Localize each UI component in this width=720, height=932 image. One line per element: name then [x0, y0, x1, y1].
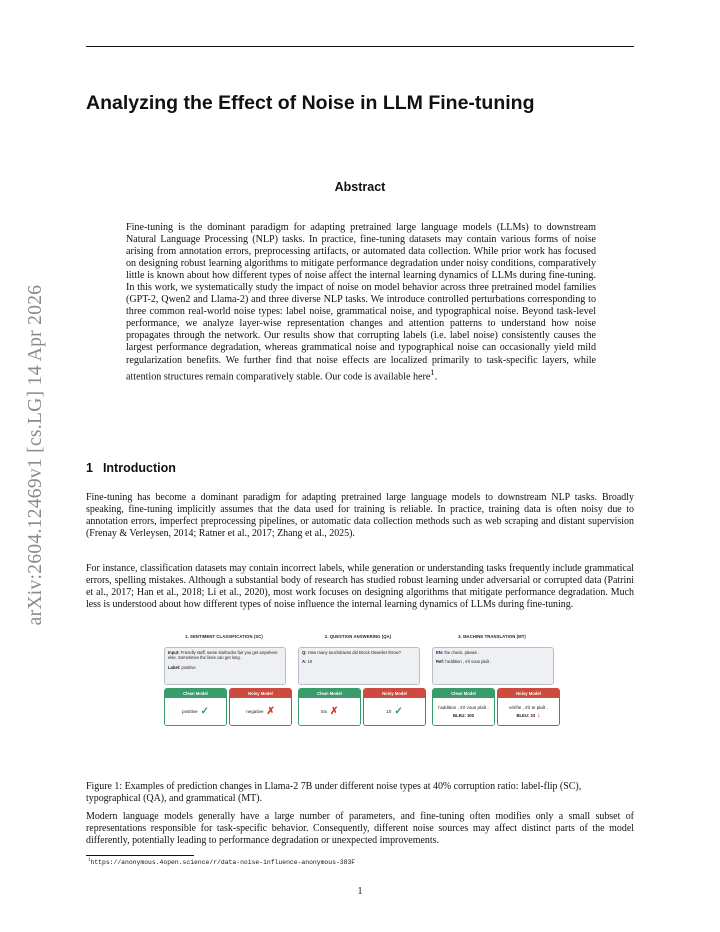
prompt-text: Friendly staff, same starbucks fair you get anywhere else. Sometimes the lines can get long.: [168, 650, 278, 661]
bleu-score: [516, 713, 540, 718]
prompt-text: the check, please .: [443, 650, 480, 655]
card-header: Clean Model: [299, 689, 360, 698]
intro-paragraph-3: Modern language models generally have a large number of parameters, and fine-tuning often modifies only a small subset of representations responsible for task-specific behavior. Consequently, different noise sources may affect distinct parts of the model differently, potentially leading to performance degradation or unexpected improvements.: [86, 811, 634, 847]
intro-paragraph-2: For instance, classification datasets may contain incorrect labels, while generation or understanding tasks frequently include grammatical errors, spelling mistakes. Although a substantial body of research has studied robust learning under adversarial or corrupted data (Patrini et al., 2017; Han et al., 2018; Li et al., 2020), most work focuses on designing algorithms that mitigate performance degradation. Much less is understood about how different types of noise influence the internal learning dynamics of LLMs during fine-tuning.: [86, 563, 634, 611]
prompt-label: Ref:: [436, 659, 445, 665]
bleu-value: BLEU: 33: [516, 712, 536, 718]
noisy-model-card: [363, 688, 426, 726]
section-number: 1: [86, 461, 93, 475]
noisy-model-card: [497, 688, 560, 726]
title-rule: [86, 46, 634, 47]
clean-model-card: [432, 688, 495, 726]
card-header: Clean Model: [165, 689, 226, 698]
abstract-heading: Abstract: [334, 180, 386, 194]
prompt-text: positive: [180, 664, 196, 670]
cross-icon: ✗: [330, 705, 339, 717]
figure-column-mt: [428, 634, 556, 766]
footnote-link[interactable]: https://anonymous.4open.science/r/data-noise-influence-anonymous-383F: [90, 859, 356, 867]
card-header: Clean Model: [433, 689, 494, 698]
section-title: Introduction: [102, 461, 176, 475]
figure-column-sc: [160, 634, 288, 766]
footnote: [88, 858, 355, 866]
check-icon: ✓: [200, 705, 209, 717]
prompt-label: EN:: [436, 650, 444, 655]
check-icon: ✓: [394, 705, 403, 717]
figure-caption: Figure 1: Examples of prediction changes in Llama-2 7B under different noise types at 40% corruption ratio: label-flip (SC), typographical (QA), and grammatical (MT).: [86, 781, 582, 805]
card-header: Noisy Model: [230, 689, 291, 698]
card-body: [299, 698, 360, 725]
prompt-box: [432, 647, 554, 685]
prediction-value: 10: [386, 708, 392, 714]
prediction-value: positive: [182, 708, 198, 714]
arxiv-identifier: arXiv:2604.12469v1 [cs.LG] 14 Apr 2026: [25, 284, 46, 626]
card-header: Noisy Model: [498, 689, 559, 698]
arrow-down-icon: ↓: [537, 711, 541, 719]
prompt-text: How many touchdowns did Brock Osweiler throw?: [306, 650, 401, 655]
card-body: [165, 698, 226, 725]
figure-column-title: 2. QUESTION ANSWERING (QA): [324, 634, 392, 639]
prompt-text: 10: [306, 659, 313, 665]
abstract-end: .: [434, 370, 438, 382]
section-heading: [86, 461, 176, 475]
arxiv-sidebar: [0, 0, 60, 932]
footnote-rule: [86, 855, 194, 856]
card-body: [498, 698, 559, 725]
figure-column-qa: [294, 634, 422, 766]
noisy-model-card: [229, 688, 292, 726]
prompt-label: Input:: [168, 650, 180, 655]
abstract-body: [126, 222, 596, 383]
card-body: [230, 698, 291, 725]
card-body: [433, 698, 494, 725]
prompt-label: Label:: [168, 664, 181, 670]
card-header: Noisy Model: [364, 689, 425, 698]
prompt-box: [164, 647, 286, 685]
abstract-text: Fine-tuning is the dominant paradigm for adapting pretrained large language models (LLMs) to downstream Natural Language Processing (NLP) tasks. In practice, fine-tuning datasets may contain various forms of noise arising from annotation errors, preprocessing artifacts, or automated data collection. While prior work has focused on designing robust learning algorithms to mitigate performance degradation under noisy conditions, comparatively little is known about how different types of noise affect the internal learning dynamics of LLMs during fine-tuning. In this work, we systematically study the impact of noise on model behavior across three pretrained model families (GPT-2, Qwen2 and Llama-2) and three diverse NLP tasks. We introduce controlled perturbations corresponding to three common real-world noise types: label noise, grammatical noise, and typographical noise. Beyond task-level performance, we analyze layer-wise representation changes and attention patterns to understand how noise propagates through the network. Our results show that corrupting labels (i.e. label noise) consistently causes the largest performance degradation, whereas grammatical noise and typographical noise can occasionally yield mild regularization benefits. We further find that noise effects are localized primarily to task-specific layers, while attention structures remain comparatively stable. Our code is available here: [126, 222, 596, 382]
clean-model-card: [298, 688, 361, 726]
intro-paragraph-1: Fine-tuning has become a dominant paradigm for adapting pretrained large language models to downstream NLP tasks. Broadly speaking, fine-tuning implicitly assumes that the data used for training is reliable. In practice, training data is often noisy due to annotation errors, imperfect preprocessing pipelines, or automatic data collection methods such as web scraping and distant supervision (Frenay & Verleysen, 2014; Ratner et al., 2017; Zhang et al., 2025).: [86, 492, 634, 540]
prompt-label: A:: [302, 659, 307, 665]
prediction-value: Six: [320, 708, 327, 714]
bleu-score: BLEU: 100: [453, 712, 474, 718]
cross-icon: ✗: [266, 705, 275, 717]
clean-model-card: [164, 688, 227, 726]
card-body: [364, 698, 425, 725]
prompt-label: Q:: [302, 650, 307, 655]
prediction-value: vérifie , s'il te plaît .: [509, 705, 548, 711]
figure-column-title: 3. MACHINE TRANSLATION (MT): [458, 634, 526, 639]
prompt-text: l'addition , s'il vous plaît .: [444, 659, 492, 665]
footnote-mark: 1: [88, 858, 91, 863]
figure-column-title: 1. SENTIMENT CLASSIFICATION (SC): [185, 634, 263, 639]
abstract-footnote-mark[interactable]: 1: [430, 367, 435, 377]
prediction-value: l'addition , s'il vous plaît .: [438, 705, 489, 711]
figure-1: [160, 634, 560, 766]
prediction-value: negative: [246, 708, 264, 714]
paper-title: Analyzing the Effect of Noise in LLM Fine-tuning: [86, 92, 535, 114]
prompt-box: [298, 647, 420, 685]
page-number: 1: [357, 886, 363, 897]
